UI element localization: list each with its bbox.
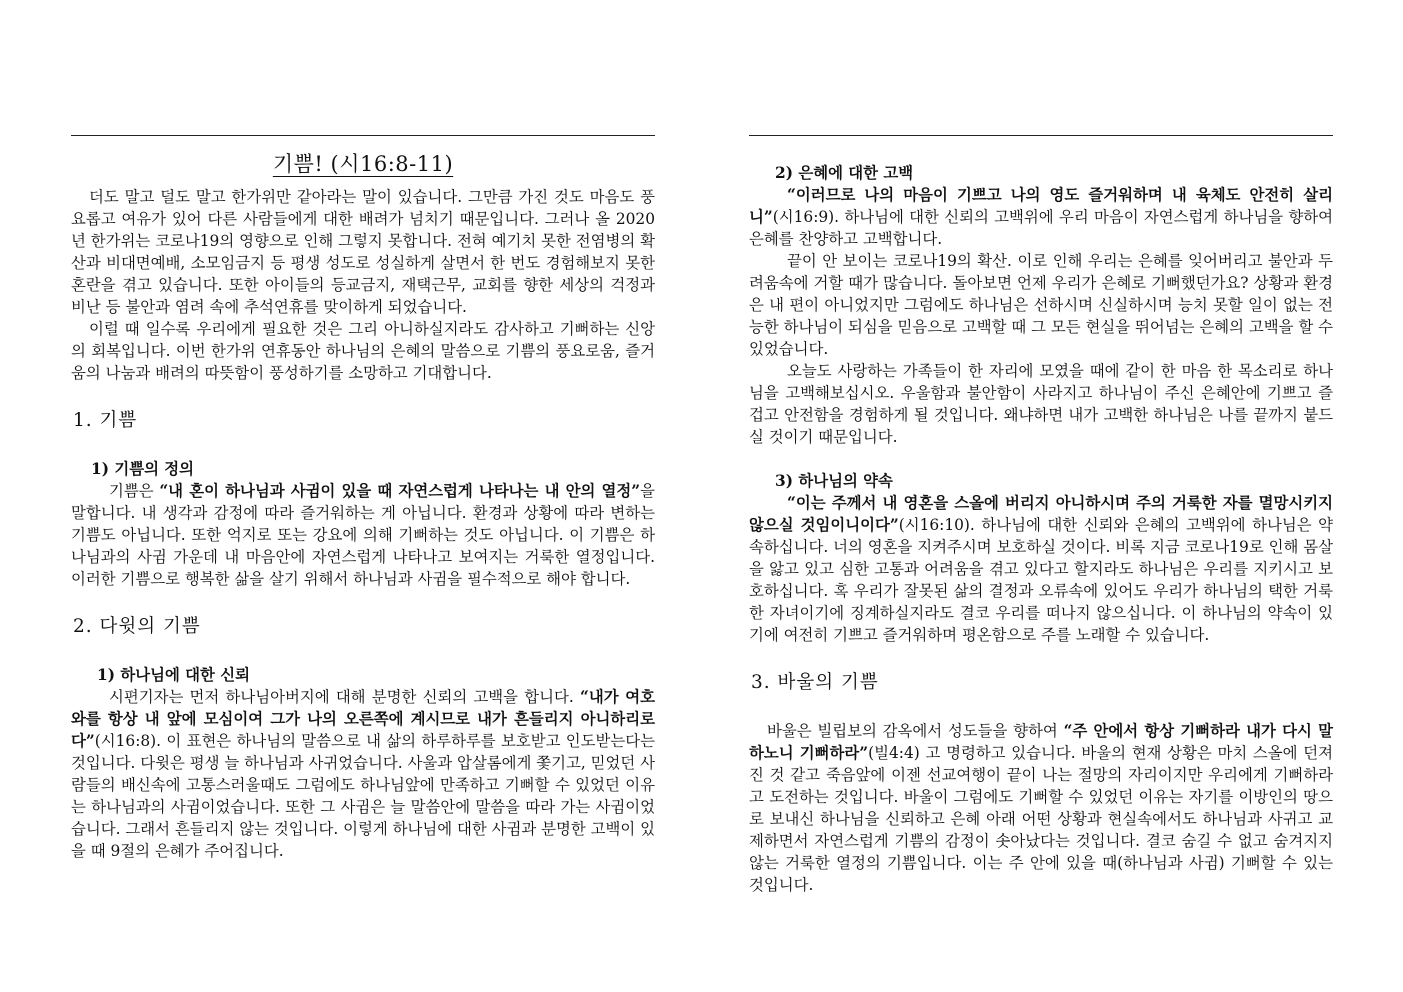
- right-column: [749, 135, 1333, 896]
- text-run: (시16:8). 이 표현은 하나님의 말씀으로 내 삶의 하루하루를 보호받고 인도받는다는 것입니다. 다윗은 평생 늘 하나님과 사귀었습니다. 사울과 압살롬에게 쫓기고, 믿었던 사람들의 배신속에 고통스러울때도 그럼에도 하나님앞에 만족하고 기뻐할 수 있었던 이유는 하나님과의 사귐이었습니다. 또한 그 사귐은 늘 말씀안에 말씀을 따라 가는 사귐이었습니다. 그래서 흔들리지 않는 것입니다. 이렇게 하나님에 대한 사귐과 분명한 고백이 있을 때 9절의 은혜가 주어집니다.: [71, 732, 655, 860]
- quote-bold: “내가 여호와를 항상 내 앞에 모심이여 그가 나의 오른쪽에 계시므로 내가 흔들리지 아니하리로다”: [71, 688, 655, 750]
- section-2-heading: 2. 다윗의 기쁨: [73, 616, 201, 637]
- section-1-subheading-1: 1) 기쁨의 정의: [91, 460, 195, 478]
- section-2-paragraph-4: 오늘도 사랑하는 가족들이 한 자리에 모였을 때에 같이 한 마음 한 목소리로 하나님을 고백해보십시오. 우울함과 불안함이 사라지고 하나님이 주신 은혜안에 기쁘고 즐겁고 안전함을 경험하게 될 것입니다. 왜냐하면 내가 고백한 하나님은 나를 끝까지 붙드실 것이기 때문입니다.: [749, 362, 1333, 446]
- section-1-heading: 1. 기쁨: [73, 410, 138, 431]
- text-run: (빌4:4) 고 명령하고 있습니다. 바울의 현재 상황은 마치 스올에 던져진 것 같고 죽음앞에 이젠 선교여행이 끝이 나는 절망의 자리이지만 우리에게 기뻐하라고 도전하는 것입니다. 바울이 그럼에도 기뻐할 수 있었던 이유는 자기를 이방인의 땅으로 보내신 하나님을 신뢰하고 은혜 아래 어떤 상황과 현실속에서도 하나님과 사귀고 교제하면서 자연스럽게 기쁨의 감정이 솟아났다는 것입니다. 결코 숨길 수 없고 숨겨지지 않는 거룩한 열정의 기쁨입니다. 이는 주 안에 있을 때(하나님과 사귐) 기뻐할 수 있는 것입니다.: [749, 744, 1333, 894]
- spacer: [749, 448, 1333, 470]
- intro-paragraph-2: 이럴 때 일수록 우리에게 필요한 것은 그리 아니하실지라도 감사하고 기뻐하는 신앙의 회복입니다. 이번 한가위 연휴동안 하나님의 은혜의 말씀으로 기쁨의 풍요로움, 즐거움의 나눔과 배려의 따뜻함이 풍성하기를 소망하고 기대합니다.: [71, 320, 655, 382]
- top-rule-left: [71, 135, 655, 136]
- section-2-paragraph-3: 끝이 안 보이는 코로나19의 확산. 이로 인해 우리는 은혜를 잊어버리고 불안과 두려움속에 거할 때가 많습니다. 돌아보면 언제 우리가 은혜로 기뻐했던가요? 상황과 환경은 내 편이 아니었지만 그럼에도 하나님은 선하시며 신실하시며 능치 못할 일이 없는 전능한 하나님이 되심을 믿음으로 고백할 때 그 모든 현실을 뛰어넘는 은혜의 고백을 할 수 있었습니다.: [749, 252, 1333, 358]
- quote-bold: “이러므로 나의 마음이 기쁘고 나의 영도 즐거워하며 내 육체도 안전히 살리니”: [749, 186, 1333, 226]
- section-2-subheading-2: 2) 은혜에 대한 고백: [775, 164, 914, 182]
- quote-bold: “이는 주께서 내 영혼을 스올에 버리지 아니하시며 주의 거룩한 자를 멸망시키지 않으실 것임이니이다”: [749, 494, 1333, 534]
- section-2-subheading-1: 1) 하나님에 대한 신뢰: [97, 666, 251, 684]
- text-run: 시편기자는 먼저 하나님아버지에 대해 분명한 신뢰의 고백을 합니다.: [109, 688, 580, 706]
- page-title: [71, 148, 655, 178]
- section-2-paragraph-2: [749, 184, 1333, 250]
- intro-paragraph-1: 더도 말고 덜도 말고 한가위만 같아라는 말이 있습니다. 그만큼 가진 것도 마음도 풍요롭고 여유가 있어 다른 사람들에게 대한 배려가 넘치기 때문입니다. 그러나 올 2020년 한가위는 코로나19의 영향으로 인해 그렇지 못합니다. 전혀 예기치 못한 전염병의 확산과 비대면예배, 소모임금지 등 평생 성도로 성실하게 살면서 한 번도 경험해보지 못한 혼란을 겪고 있습니다. 또한 아이들의 등교금지, 재택근무, 교회를 향한 세상의 걱정과 비난 등 불안과 염려 속에 추석연휴를 맞이하게 되었습니다.: [71, 188, 655, 316]
- section-2-paragraph-1: [71, 686, 655, 862]
- spacer: [749, 136, 1333, 162]
- section-3-heading: 3. 바울의 기쁨: [751, 672, 879, 693]
- quote-bold: “내 혼이 하나님과 사귐이 있을 때 자연스럽게 나타나는 내 안의 열정”: [159, 482, 641, 500]
- text-run: 을 말합니다. 내 생각과 감정에 따라 즐거워하는 게 아닙니다. 환경과 상황에 따라 변하는 기쁨도 아닙니다. 또한 억지로 또는 강요에 의해 기뻐하는 것도 아닙니다. 이 기쁨은 하나님과의 사귐 가운데 내 마음안에 자연스럽게 나타나고 보여지는 거룩한 열정입니다. 이러한 기쁨으로 행복한 삶을 살기 위해서 하나님과 사귐을 필수적으로 해야 합니다.: [71, 482, 655, 588]
- section-3-paragraph: [749, 720, 1333, 896]
- left-column: [71, 135, 655, 862]
- section-1-paragraph: [71, 480, 655, 590]
- text-run: 기쁨은: [109, 482, 160, 500]
- section-2-paragraph-5: [749, 492, 1333, 646]
- text-run: (시16:10). 하나님에 대한 신뢰와 은혜의 고백위에 하나님은 약속하십니다. 너의 영혼을 지켜주시며 보호하실 것이다. 비록 지금 코로나19로 인해 몸살을 앓고 있고 심한 고통과 어려움을 겪고 있다고 할지라도 하나님은 우리를 지키시고 보호하십니다. 혹 우리가 잘못된 삶의 결정과 오류속에 있어도 우리가 하나님의 택한 거룩한 자녀이기에 징계하실지라도 결코 우리를 떠나지 않으십니다. 이 하나님의 약속이 있기에 여전히 기쁘고 즐거워하며 평온함으로 주를 노래할 수 있습니다.: [749, 516, 1333, 644]
- text-run: (시16:9). 하나님에 대한 신뢰의 고백위에 우리 마음이 자연스럽게 하나님을 향하여 은혜를 찬양하고 고백합니다.: [749, 208, 1333, 248]
- section-2-subheading-3: 3) 하나님의 약속: [775, 472, 893, 490]
- page-title-text: 기쁨! (시16:8-11): [272, 152, 454, 176]
- quote-bold: “주 안에서 항상 기뻐하라 내가 다시 말하노니 기뻐하라”: [749, 722, 1333, 762]
- text-run: 바울은 빌립보의 감옥에서 성도들을 향하여: [767, 722, 1064, 740]
